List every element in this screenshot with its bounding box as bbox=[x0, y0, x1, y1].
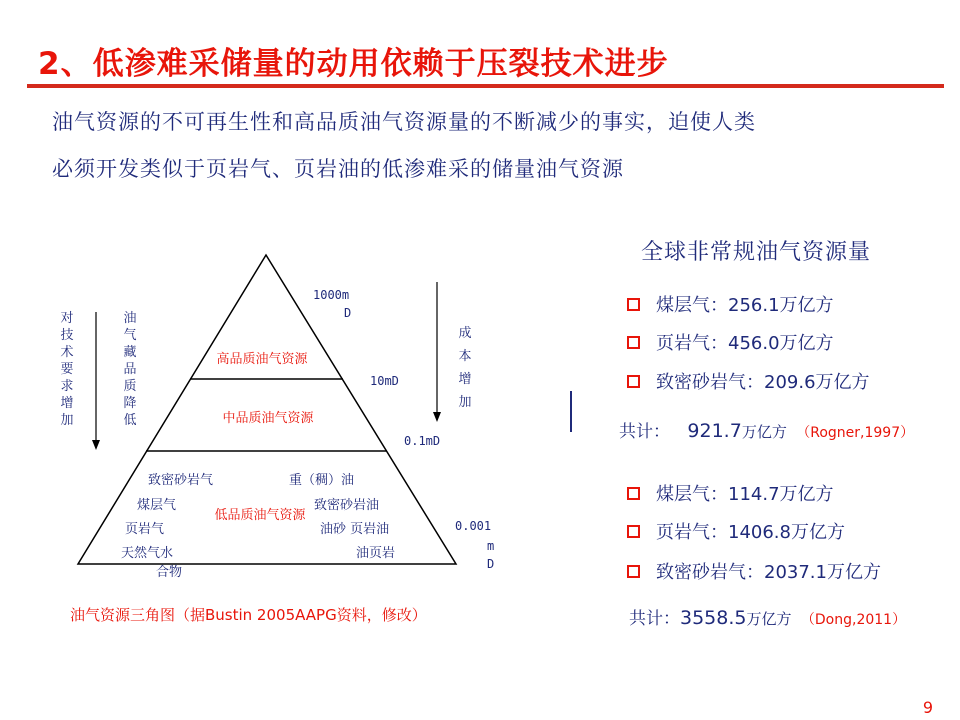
left-item-coalbed-gas: 煤层气 bbox=[137, 498, 177, 513]
right-arrow-head bbox=[433, 412, 441, 422]
perm-0-001md-unit-m: m bbox=[487, 539, 495, 553]
label-reservoir-quality: 油气藏品质降低 bbox=[123, 311, 137, 428]
right-item-oil-shale: 油页岩 bbox=[356, 546, 396, 561]
perm-1000md-unit: D bbox=[344, 306, 352, 320]
group1-total: 共计： 921.7万亿方 （Rogner,1997） bbox=[619, 420, 915, 442]
perm-1000md: 1000m bbox=[313, 288, 350, 302]
perm-10md: 10mD bbox=[370, 374, 399, 388]
group2-item-shale-gas: 页岩气：1406.8万亿方 bbox=[627, 521, 845, 545]
intro-line-2: 必须开发类似于页岩气、页岩油的低渗难采的储量油气资源 bbox=[52, 157, 624, 181]
bullet-square-icon bbox=[627, 298, 640, 311]
label-tech-requirement: 对技术要求增加 bbox=[60, 311, 74, 428]
right-item-heavy-oil: 重（稠）油 bbox=[289, 473, 355, 488]
pyramid-caption: 油气资源三角图（据Bustin 2005AAPG资料，修改） bbox=[70, 606, 427, 624]
group2-item-coalbed: 煤层气：114.7万亿方 bbox=[627, 483, 834, 507]
perm-0-1md: 0.1mD bbox=[404, 434, 441, 448]
intro-line-1: 油气资源的不可再生性和高品质油气资源量的不断减少的事实，迫使人类 bbox=[52, 110, 756, 134]
left-item-shale-gas: 页岩气 bbox=[125, 522, 165, 537]
group1-item-shale-gas: 页岩气：456.0万亿方 bbox=[627, 332, 834, 356]
left-item-gas-hydrate-2: 合物 bbox=[156, 565, 183, 580]
tier-low-quality: 低品质油气资源 bbox=[214, 508, 306, 523]
tier-mid-quality: 中品质油气资源 bbox=[222, 411, 314, 426]
bullet-square-icon bbox=[627, 565, 640, 578]
group2-item-tight-gas: 致密砂岩气：2037.1万亿方 bbox=[627, 561, 881, 585]
left-arrow-head bbox=[92, 440, 100, 450]
bullet-square-icon bbox=[627, 336, 640, 349]
group1-item-tight-gas: 致密砂岩气：209.6万亿方 bbox=[627, 371, 870, 395]
tier-high-quality: 高品质油气资源 bbox=[216, 352, 308, 367]
right-item-tight-oil: 致密砂岩油 bbox=[314, 498, 380, 513]
right-item-oil-sand-shale-oil: 油砂 页岩油 bbox=[320, 522, 390, 537]
group2-total: 共计：3558.5万亿方 （Dong,2011） bbox=[629, 607, 907, 629]
group1-item-coalbed: 煤层气：256.1万亿方 bbox=[627, 294, 834, 318]
perm-0-001md-unit-d: D bbox=[487, 557, 495, 571]
page-number: 9 bbox=[922, 698, 933, 717]
label-cost-increase: 成本增加 bbox=[458, 326, 472, 410]
left-item-tight-gas: 致密砂岩气 bbox=[148, 473, 214, 488]
slide-title: 2、低渗难采储量的动用依赖于压裂技术进步 bbox=[38, 46, 669, 82]
bullet-square-icon bbox=[627, 487, 640, 500]
perm-0-001md: 0.001 bbox=[455, 519, 492, 533]
bullet-square-icon bbox=[627, 375, 640, 388]
bullet-square-icon bbox=[627, 525, 640, 538]
left-item-gas-hydrate-1: 天然气水 bbox=[121, 546, 174, 561]
resources-heading: 全球非常规油气资源量 bbox=[641, 240, 872, 265]
